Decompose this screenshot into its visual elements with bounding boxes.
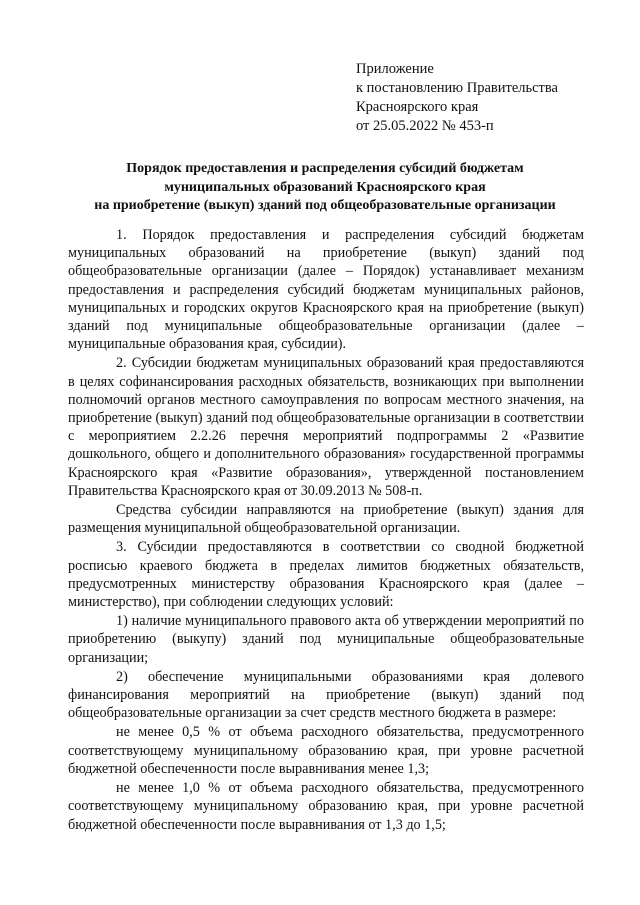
- document-body: [68, 226, 584, 835]
- paragraph-5: 1) наличие муниципального правового акта об утверждении мероприятий по приобретению (выкупу) зданий под муниципальные общеобразовательные организации;: [68, 613, 584, 666]
- paragraph-2: 2. Субсидии бюджетам муниципальных образований края предоставляются в целях софинансирования расходных обязательств, возникающих при выполнении полномочий органов местного самоуправления по вопросам местного значения, на приобретение (выкуп) зданий под общеобразовательные организации в соответствии с мероприятием 2.2.26 перечня мероприятий подпрограммы 2 «Развитие дошкольного, общего и дополнительного образования» государственной программы Красноярского края «Развитие образования», утвержденной постановлением Правительства Красноярского края от 30.09.2013 № 508-п.: [68, 355, 584, 499]
- appendix-line-1: Приложение: [356, 61, 434, 77]
- paragraph-8: не менее 1,0 % от объема расходного обязательства, предусмотренного соответствующему муниципальному образованию края, при уровне расчетной бюджетной обеспеченности после выравнивания от 1,3 до 1,5;: [68, 780, 584, 833]
- document-title: [40, 160, 610, 216]
- paragraph-7: не менее 0,5 % от объема расходного обязательства, предусмотренного соответствующему муниципальному образованию края, при уровне расчетной бюджетной обеспеченности после выравнивания менее 1,3;: [68, 724, 584, 777]
- paragraph-3: Средства субсидии направляются на приобретение (выкуп) здания для размещения муниципальной общеобразовательной организации.: [68, 502, 584, 537]
- appendix-line-3: Красноярского края: [356, 99, 479, 115]
- appendix-block: [356, 60, 616, 136]
- title-line-2: муниципальных образований Красноярского края: [164, 179, 486, 195]
- title-line-1: Порядок предоставления и распределения субсидий бюджетам: [126, 161, 524, 176]
- paragraph-1: 1. Порядок предоставления и распределения субсидий бюджетам муниципальных образований на приобретение (выкуп) зданий под общеобразовательные организации (далее – Порядок) устанавливает механизм предоставления и распределения субсидий бюджетам муниципальных районов, муниципальных и городских округов Красноярского края на приобретение (выкуп) зданий под муниципальные общеобразовательные организации (далее – муниципальные образования края, субсидии).: [68, 227, 584, 353]
- title-line-3: на приобретение (выкуп) зданий под общеобразовательные организации: [94, 198, 556, 213]
- paragraph-6: 2) обеспечение муниципальными образованиями края долевого финансирования мероприятий на приобретение (выкуп) зданий под общеобразовательные организации за счет средств местного бюджета в размере:: [68, 668, 584, 722]
- appendix-line-4: от 25.05.2022 № 453-п: [356, 118, 494, 134]
- appendix-line-2: к постановлению Правительства: [356, 80, 558, 96]
- paragraph-4: 3. Субсидии предоставляются в соответствии со сводной бюджетной росписью краевого бюджета в пределах лимитов бюджетных обязательств, предусмотренных министерству образования Красноярского края (далее – министерство), при соблюдении следующих условий:: [68, 539, 584, 611]
